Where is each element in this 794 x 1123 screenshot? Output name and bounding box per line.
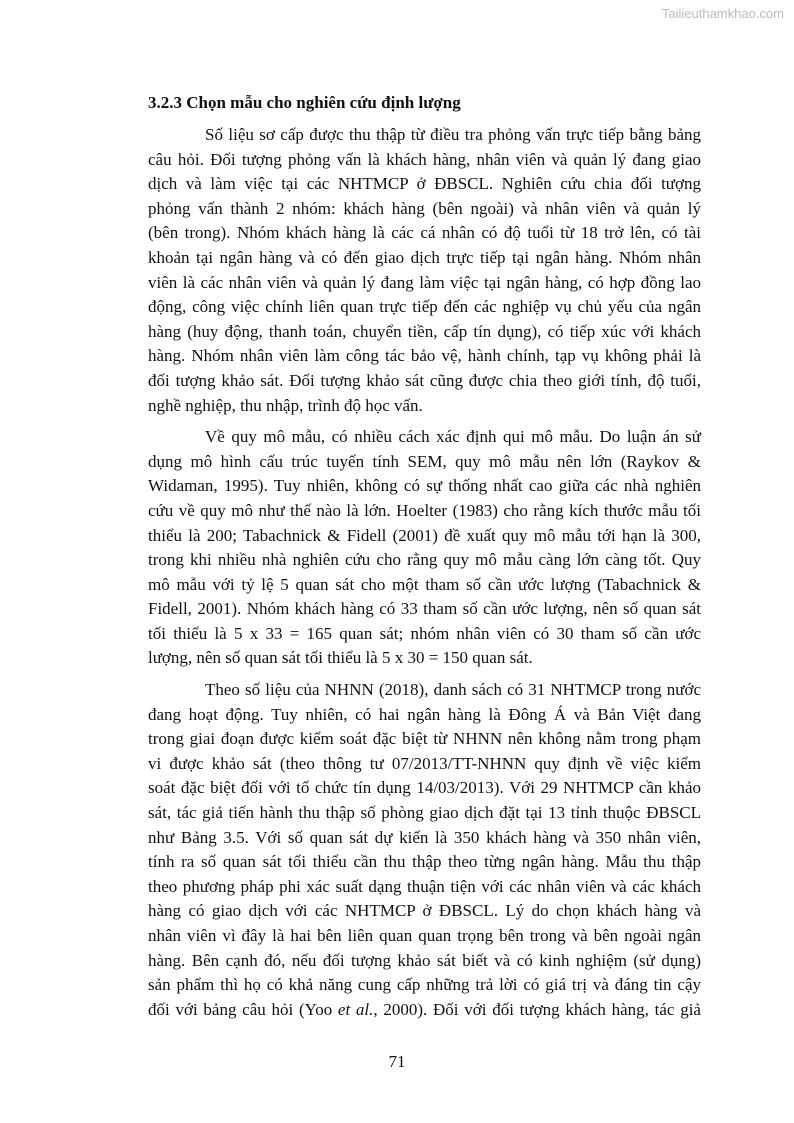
text-line: Widaman, 1995). Tuy nhiên, không có sự thống nhất cao giữa các nhà nghiên xyxy=(148,476,701,496)
watermark: Tailieuthamkhao.com xyxy=(661,6,784,21)
text-line: soát đặc biệt đối với tổ chức tín dụng 14/03/2013). Với 29 NHTMCP cần khảo xyxy=(148,778,701,798)
text-line: câu hỏi. Đối tượng phỏng vấn là khách hàng, nhân viên và quản lý đang giao xyxy=(148,149,701,169)
text-line: trong khi nhiều nhà nghiên cứu cho rằng quy mô mẫu càng lớn càng tốt. Quy xyxy=(148,550,701,570)
text-line: nghề nghiệp, thu nhập, trình độ học vấn. xyxy=(148,395,423,415)
text-line: Số liệu sơ cấp được thu thập từ điều tra phỏng vấn trực tiếp bằng bảng xyxy=(205,125,701,144)
text-line: theo phương pháp phi xác suất dạng thuận tiện với các nhân viên và các khách xyxy=(148,876,701,896)
text-line: mô mẫu với tỷ lệ 5 quan sát cho một tham số cần ước lượng (Tabachnick & xyxy=(148,574,701,594)
text-line: tính ra số quan sát tối thiểu cần thu thập theo từng ngân hàng. Mẫu thu thập xyxy=(148,852,701,872)
text-line: Theo số liệu của NHNN (2018), danh sách có 31 NHTMCP trong nước xyxy=(205,680,701,700)
text-line: viên là các nhân viên và quản lý đang làm việc tại ngân hàng, có hợp đồng lao xyxy=(148,272,701,292)
text-line: hàng (huy động, thanh toán, chuyển tiền, cấp tín dụng), có tiếp xúc với khách xyxy=(148,321,701,341)
paragraph xyxy=(148,425,701,671)
text-line: phỏng vấn thành 2 nhóm: khách hàng (bên ngoài) và nhân viên và quản lý xyxy=(148,198,701,218)
text-line: Fidell, 2001). Nhóm khách hàng có 33 tham số cần ước lượng, nên số quan sát xyxy=(148,599,701,619)
text-line: đang hoạt động. Tuy nhiên, có hai ngân hàng là Đông Á và Bản Việt đang xyxy=(148,704,701,724)
text-line: khoản tại ngân hàng và có đến giao dịch trực tiếp tại ngân hàng. Nhóm nhân xyxy=(148,247,701,267)
text-line: cứu về quy mô như thế nào là lớn. Hoelter (1983) cho rằng kích thước mẫu tối xyxy=(148,500,701,520)
text-segment: đối với bảng câu hỏi (Yoo xyxy=(148,999,338,1019)
text-line: như Bảng 3.5. Với số quan sát dự kiến là 350 khách hàng và 350 nhân viên, xyxy=(148,827,701,847)
italic-citation: et al. xyxy=(337,999,374,1019)
text-line: đối tượng khảo sát. Đối tượng khảo sát cũng được chia theo giới tính, độ tuổi, xyxy=(148,370,701,390)
text-line xyxy=(148,998,701,1023)
text-line: động, công việc chính liên quan trực tiếp đến các nghiệp vụ chủ yếu của ngân xyxy=(148,297,701,317)
text-line: hàng có giao dịch với các NHTMCP ở ĐBSCL. Lý do chọn khách hàng và xyxy=(148,901,701,921)
text-line: dịch và làm việc tại các NHTMCP ở ĐBSCL. Nghiên cứu chia đối tượng xyxy=(148,174,701,194)
text-line: nhân viên vì đây là hai bên liên quan quan trọng bên trong và bên ngoài ngân xyxy=(148,926,701,945)
text-line: sát, tác giả tiến hành thu thập số phòng giao dịch đặt tại 13 tỉnh thuộc ĐBSCL xyxy=(148,803,701,823)
text-line: trong giai đoạn được kiểm soát đặc biệt từ NHNN nên không nằm trong phạm xyxy=(148,729,701,749)
document-body xyxy=(148,90,701,1029)
text-line: vi được khảo sát (theo thông tư 07/2013/TT-NHNN quy định về việc kiểm xyxy=(148,753,701,773)
text-line: hàng. Nhóm nhân viên làm công tác bảo vệ, hành chính, tạp vụ không phải là xyxy=(148,346,701,366)
text-segment: , 2000). Đối với đối tượng khách hàng, tác giả xyxy=(373,999,701,1019)
text-line: lượng, nên số quan sát tối thiểu là 5 x 30 = 150 quan sát. xyxy=(148,648,533,668)
text-line: hàng. Bên cạnh đó, nếu đối tượng khảo sát biết và có kinh nghiệm (sử dụng) xyxy=(148,950,701,970)
text-line: (bên trong). Nhóm khách hàng là các cá nhân có độ tuổi từ 18 trở lên, có tài xyxy=(148,223,701,243)
paragraph xyxy=(148,123,701,418)
text-line: sản phẩm thì họ có khả năng cung cấp những trả lời có giá trị và đáng tin cậy xyxy=(148,975,701,995)
paragraph xyxy=(148,678,701,1022)
text-line: Về quy mô mẫu, có nhiều cách xác định qui mô mẫu. Do luận án sử xyxy=(205,427,701,447)
text-line: tối thiểu là 5 x 33 = 165 quan sát; nhóm nhân viên có 30 tham số cần ước xyxy=(148,623,701,643)
text-line: dụng mô hình cấu trúc tuyến tính SEM, quy mô mẫu nên lớn (Raykov & xyxy=(148,451,701,471)
page-number: 71 xyxy=(388,1052,406,1071)
text-line: thiểu là 200; Tabachnick & Fidell (2001) đề xuất quy mô mẫu tới hạn là 300, xyxy=(148,525,701,545)
section-heading: 3.2.3 Chọn mẫu cho nghiên cứu định lượng xyxy=(148,93,461,112)
